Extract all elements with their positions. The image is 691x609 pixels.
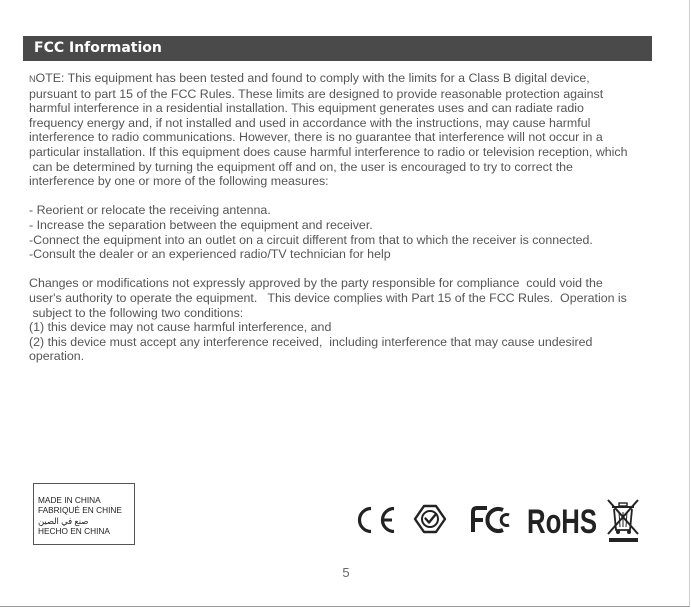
note-line: pursuant to part 15 of the FCC Rules. These limits are designed to provide reasonable protection against xyxy=(29,86,604,101)
weee-bin-icon xyxy=(605,497,641,543)
compliance-line: user's authority to operate the equipment. This device complies with Part 15 of the FCC Rules. Operation is xyxy=(29,290,627,305)
origin-english: MADE IN CHINA xyxy=(38,495,101,505)
rohs-mark-icon xyxy=(526,500,598,541)
note-line: interference to radio communications. However, there is no guarantee that interference will not occur in a xyxy=(29,130,603,145)
note-line: particular installation. If this equipment does cause harmful interference to radio or television reception, which xyxy=(29,144,628,159)
section-header xyxy=(23,36,652,61)
compliance-line: (1) this device may not cause harmful interference, and xyxy=(29,320,332,335)
rcm-mark-icon xyxy=(412,502,448,536)
origin-french: FABRIQUÉ EN CHINE xyxy=(38,505,122,516)
measure-item: - Increase the separation between the equipment and receiver. xyxy=(29,217,373,232)
origin-arabic: صنع في الصين xyxy=(38,515,89,526)
measure-item: -Connect the equipment into an outlet on a circuit different from that to which the receiver is connected. xyxy=(29,232,593,247)
country-of-origin-box xyxy=(33,483,135,545)
page-number: 5 xyxy=(342,565,350,580)
fcc-statement xyxy=(29,71,681,364)
note-line: NOTE: This equipment has been tested and found to comply with the limits for a Class B digital device, xyxy=(29,71,590,85)
svg-text:RoHS: RoHS xyxy=(527,503,597,541)
measure-item: - Reorient or relocate the receiving antenna. xyxy=(29,203,271,218)
note-first-letter: N xyxy=(29,74,36,84)
ce-mark-icon xyxy=(354,505,398,535)
measure-item: -Consult the dealer or an experienced radio/TV technician for help xyxy=(29,247,391,262)
origin-spanish: HECHO EN CHINA xyxy=(38,525,110,536)
compliance-line: subject to the following two conditions: xyxy=(29,305,244,320)
compliance-line: (2) this device must accept any interference received, including interference that may cause undesired xyxy=(29,334,593,349)
compliance-line: Changes or modifications not expressly approved by the party responsible for compliance could void the xyxy=(29,276,603,291)
note-line: frequency energy and, if not installed and used in accordance with the instructions, may cause harmful xyxy=(29,115,591,130)
compliance-line: operation. xyxy=(29,349,85,364)
note-line: interference by one or more of the following measures: xyxy=(29,174,329,189)
note-line: can be determined by turning the equipment off and on, the user is encouraged to try to correct the xyxy=(29,159,573,174)
fcc-logo-icon xyxy=(469,505,517,535)
note-line: harmful interference in a residential installation. This equipment generates uses and can radiate radio xyxy=(29,101,584,116)
section-title: FCC Information xyxy=(34,40,162,56)
